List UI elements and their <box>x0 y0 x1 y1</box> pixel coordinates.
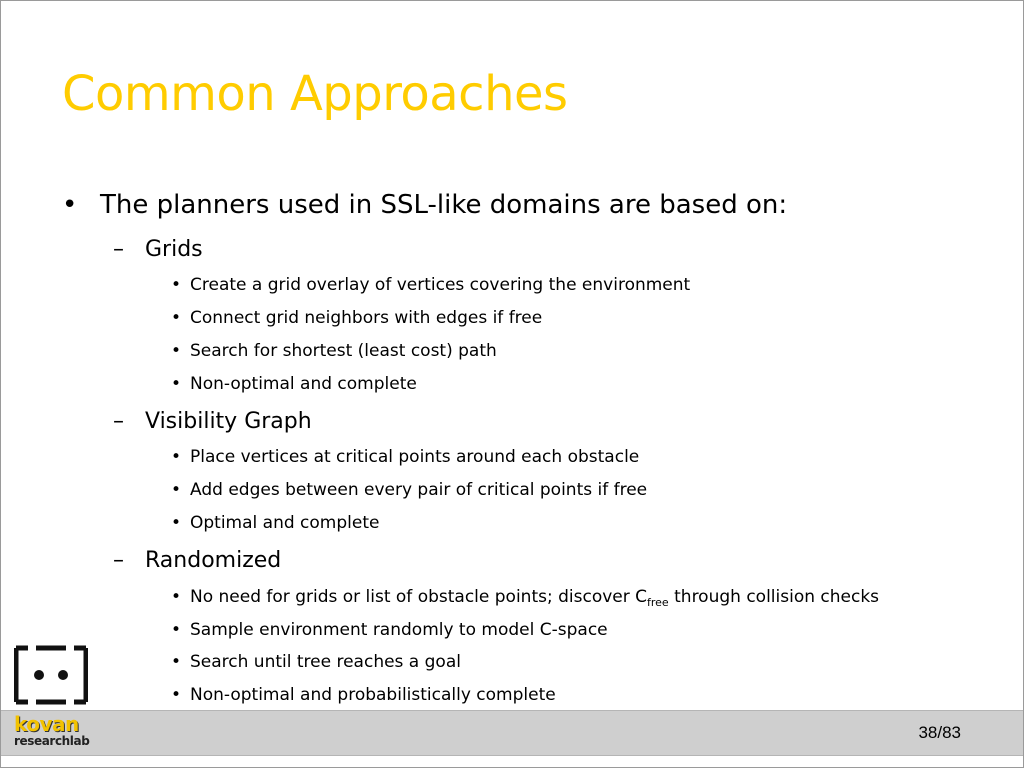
subheading-label: Grids <box>145 237 203 262</box>
list-item <box>171 341 497 361</box>
list-item-text: Create a grid overlay of vertices covering the environment <box>190 275 691 295</box>
dash-marker: – <box>113 548 124 573</box>
subheading-label: Visibility Graph <box>145 409 312 434</box>
list-item <box>171 513 380 533</box>
dot-marker: • <box>171 275 182 295</box>
kovan-face-logo-icon <box>14 644 88 706</box>
dash-marker: – <box>113 237 124 262</box>
list-item-text: through collision checks <box>668 587 880 607</box>
subheading-visibility-graph <box>113 409 312 434</box>
dash-marker: – <box>113 409 124 434</box>
list-item-text: Search for shortest (least cost) path <box>190 341 497 361</box>
list-item-text: Non-optimal and probabilistically complete <box>190 685 556 705</box>
dot-marker: • <box>171 374 182 394</box>
list-item-text: Search until tree reaches a goal <box>190 652 461 672</box>
list-item <box>171 480 648 500</box>
list-item <box>171 308 543 328</box>
list-item-text: Add edges between every pair of critical points if free <box>190 480 648 500</box>
list-item-text: Optimal and complete <box>190 513 380 533</box>
list-item-text: Sample environment randomly to model C-space <box>190 620 608 640</box>
list-item-text: Place vertices at critical points around each obstacle <box>190 447 640 467</box>
dot-marker: • <box>171 587 182 607</box>
list-item-text: No need for grids or list of obstacle points; discover C <box>190 587 648 607</box>
bullet-marker: • <box>62 190 78 220</box>
list-item <box>171 620 608 640</box>
bullet-text: The planners used in SSL-like domains are based on: <box>100 190 788 220</box>
dot-marker: • <box>171 341 182 361</box>
logo-researchlab-text: researchlab <box>14 734 90 748</box>
dot-marker: • <box>171 447 182 467</box>
bullet-planners <box>62 190 788 220</box>
list-item-text: Connect grid neighbors with edges if free <box>190 308 543 328</box>
list-item <box>171 652 461 672</box>
subheading-randomized <box>113 548 282 573</box>
slide-number: 38/83 <box>918 723 961 742</box>
list-item <box>171 374 417 394</box>
dot-marker: • <box>171 620 182 640</box>
logo-kovan-text: kovan <box>14 712 79 736</box>
subheading-grids <box>113 237 203 262</box>
subscript-free: free <box>647 596 669 609</box>
dot-marker: • <box>171 685 182 705</box>
slide-title: Common Approaches <box>62 66 568 122</box>
list-item-text: Non-optimal and complete <box>190 374 417 394</box>
list-item <box>171 587 880 609</box>
dot-marker: • <box>171 652 182 672</box>
dot-marker: • <box>171 480 182 500</box>
list-item <box>171 685 556 705</box>
list-item <box>171 275 691 295</box>
dot-marker: • <box>171 308 182 328</box>
list-item <box>171 447 640 467</box>
footer-bar <box>1 710 1023 756</box>
dot-marker: • <box>171 513 182 533</box>
subheading-label: Randomized <box>145 548 282 573</box>
